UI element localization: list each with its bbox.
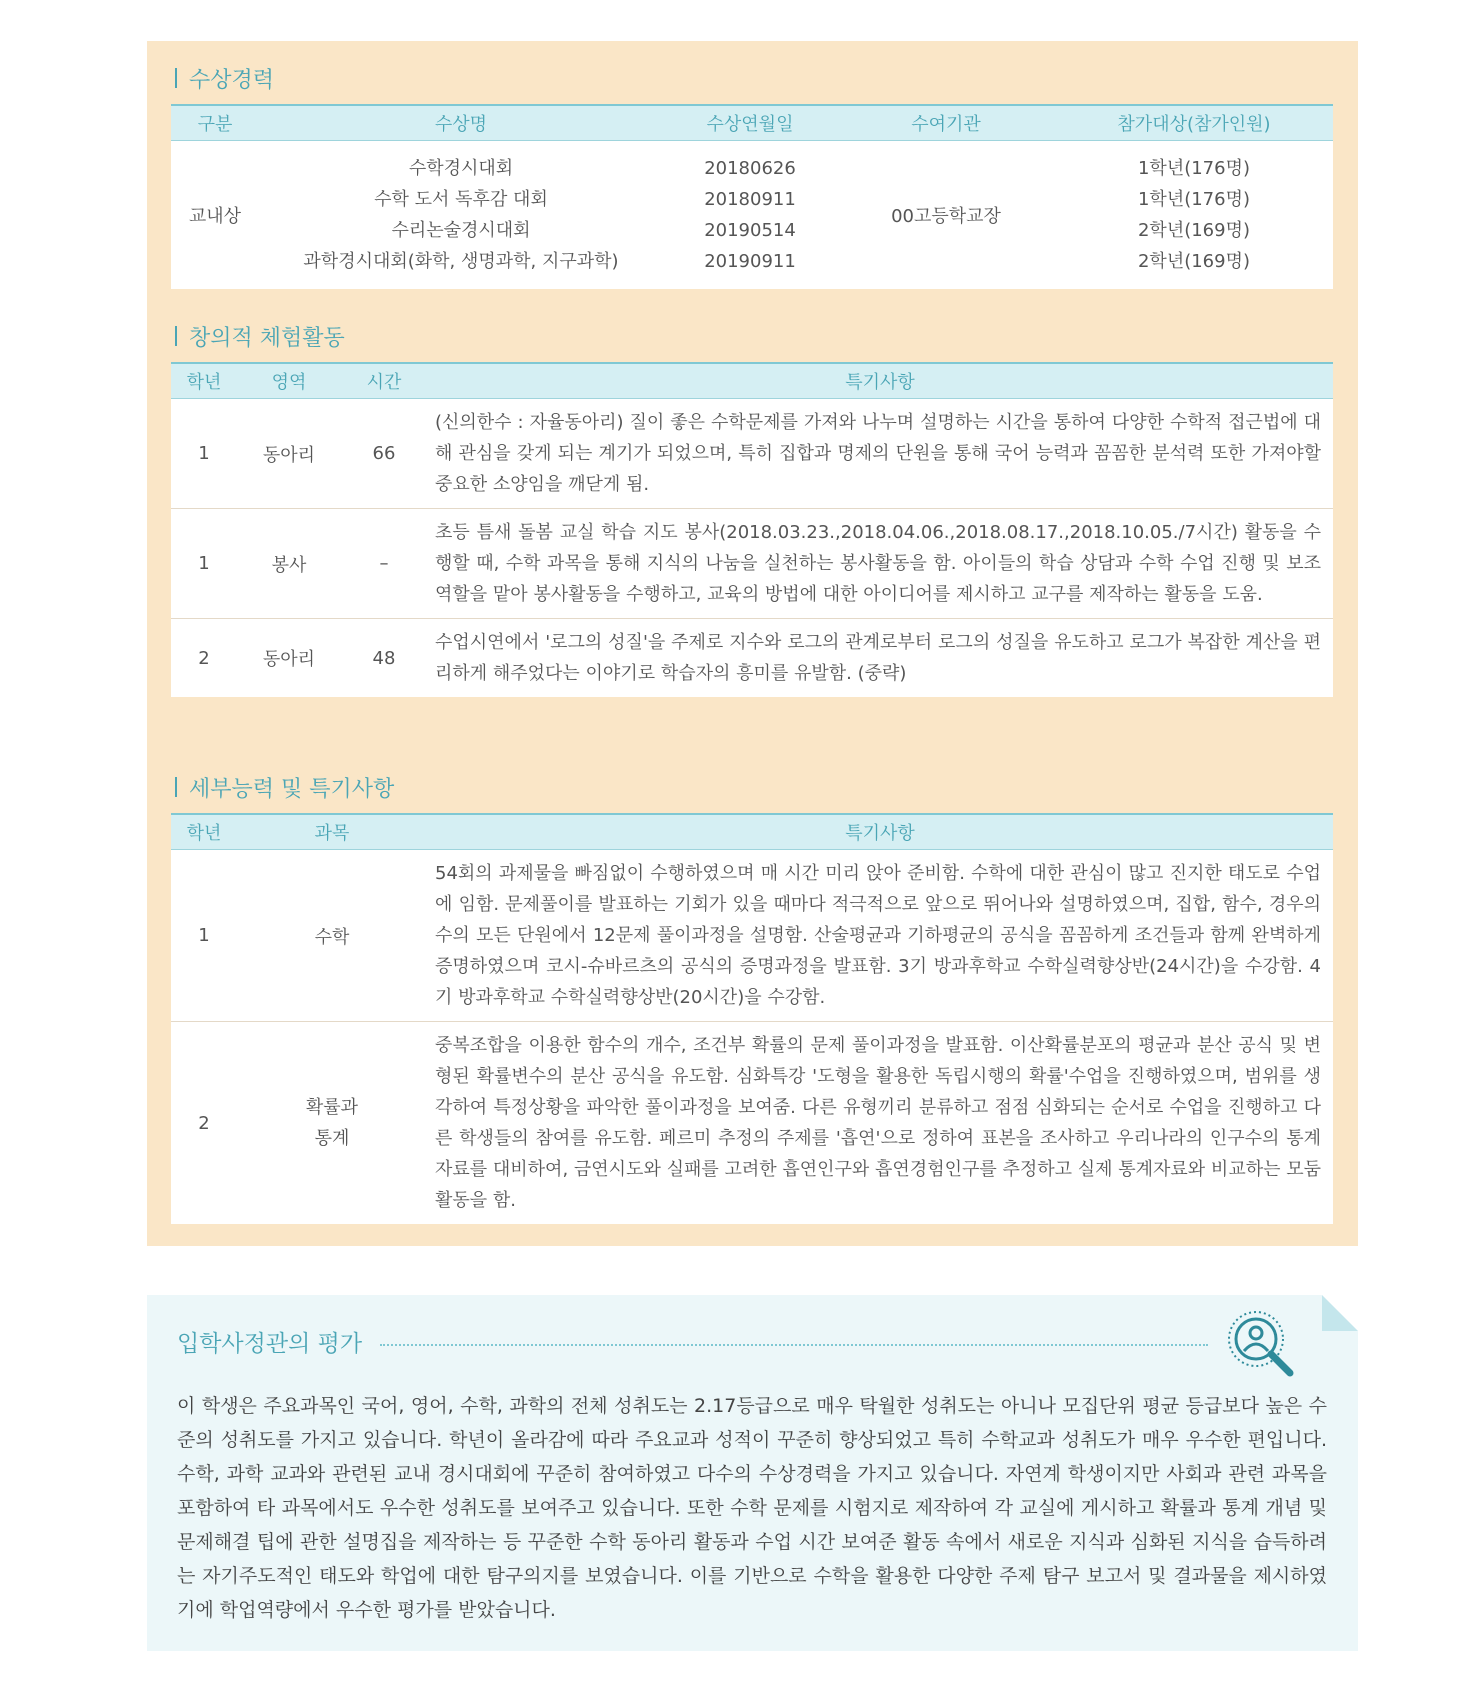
award-target: 1학년(176명): [1137, 189, 1251, 210]
table-row: [171, 399, 1333, 509]
header-grade: 학년: [171, 363, 237, 399]
activity-hours: 48: [341, 619, 427, 698]
table-header-row: [171, 105, 1333, 141]
magnifier-person-icon: [1226, 1309, 1296, 1379]
award-names: [259, 141, 663, 290]
award-targets: [1055, 141, 1333, 290]
detail-subject: [237, 1022, 427, 1225]
title-bar-icon: [175, 777, 177, 797]
table-row: [171, 619, 1333, 698]
activity-grade: 1: [171, 509, 237, 619]
table-row: [171, 509, 1333, 619]
award-name: 수학경시대회: [408, 158, 514, 179]
title-bar-icon: [175, 326, 177, 346]
table-row: [171, 850, 1333, 1022]
header-award-name: 수상명: [259, 105, 663, 141]
header-note: 특기사항: [427, 814, 1333, 850]
detail-grade: 1: [198, 925, 210, 946]
details-table: [171, 813, 1333, 1224]
award-dates: [663, 141, 837, 290]
award-name: 수리논술경시대회: [391, 220, 531, 241]
detail-note: 54회의 과제물을 빠짐없이 수행하였으며 매 시간 미리 앉아 준비함. 수학에 대한 관심이 많고 진지한 태도로 수업에 임함. 문제풀이를 발표하는 기회가 있을 때마다 적극적으로 앞으로 뛰어나와 설명하였으며, 집합, 함수, 경우의 수의 모든 단원에서 12문제 풀이과정을 설명함. 산술평균과 기하평균의 공식을 꼼꼼하게 조건들과 함께 완벽하게 증명하였으며 코시-슈바르츠의 공식의 증명과정을 발표함. 3기 방과후학교 수학실력향상반(24시간)을 수강함. 4기 방과후학교 수학실력향상반(20시간)을 수강함.: [435, 863, 1321, 1008]
award-date: 20190514: [704, 220, 796, 241]
detail-subject-line: 확률과: [305, 1097, 359, 1118]
evaluation-title: 입학사정관의 평가: [177, 1331, 363, 1357]
activity-area: 동아리: [262, 444, 316, 466]
award-target: 2학년(169명): [1137, 220, 1251, 241]
activity-grade: 1: [198, 443, 210, 464]
activity-grade: 2: [171, 619, 237, 698]
award-date: 20190911: [704, 251, 796, 272]
table-header-row: [171, 363, 1333, 399]
detail-note: 중복조합을 이용한 함수의 개수, 조건부 확률의 문제 풀이과정을 발표함. 이산확률분포의 평균과 분산 공식 및 변형된 확률변수의 분산 공식을 유도함. 심화특강 '도형을 활용한 독립시행의 확률'수업을 진행하였으며, 범위를 생각하여 특정상황을 파악한 풀이과정을 보여줌. 다른 유형끼리 분류하고 점점 심화되는 순서로 수업을 진행하고 다른 학생들의 참여를 유도함. 페르미 추정의 주제를 '흡연'으로 정하여 표본을 조사하고 우리나라의 인구수의 통계자료를 대비하여, 금연시도와 실패를 고려한 흡연인구와 흡연경험인구를 추정하고 실제 통계자료와 비교하는 모둠활동을 함.: [427, 1022, 1333, 1225]
activity-note: 수업시연에서 '로그의 성질'을 주제로 지수와 로그의 관계로부터 로그의 성질을 유도하고 로그가 복잡한 계산을 편리하게 해주었다는 이야기로 학습자의 흥미를 유발함. (중략): [427, 619, 1333, 698]
title-bar-icon: [175, 68, 177, 88]
detail-subject-line: 통계: [314, 1128, 350, 1149]
header-award-date: 수상연월일: [663, 105, 837, 141]
detail-grade: 2: [171, 1022, 237, 1225]
header-institution: 수여기관: [837, 105, 1055, 141]
corner-fold: [1322, 1295, 1358, 1331]
header-category: 구분: [171, 105, 259, 141]
evaluation-body: 이 학생은 주요과목인 국어, 영어, 수학, 과학의 전체 성취도는 2.17등급으로 매우 탁월한 성취도는 아니나 모집단위 평균 등급보다 높은 수준의 성취도를 가지고 있습니다. 학년이 올라감에 따라 주요교과 성적이 꾸준히 향상되었고 특히 수학교과 성취도가 매우 우수한 편입니다. 수학, 과학 교과와 관련된 교내 경시대회에 꾸준히 참여하였고 다수의 수상경력을 가지고 있습니다. 자연계 학생이지만 사회과 관련 과목을 포함하여 타 과목에서도 우수한 성취도를 보여주고 있습니다. 또한 수학 문제를 시험지로 제작하여 각 교실에 게시하고 확률과 통계 개념 및 문제해결 팁에 관한 설명집을 제작하는 등 꾸준한 수학 동아리 활동과 수업 시간 보여준 활동 속에서 새로운 지식과 심화된 지식을 습득하려는 자기주도적인 태도와 학업에 대한 탐구의지를 보였습니다. 이를 기반으로 수학을 활용한 다양한 주제 탐구 보고서 및 결과물을 제시하였기에 학업역량에서 우수한 평가를 받았습니다.: [177, 1395, 1327, 1621]
header-area: 영역: [237, 363, 341, 399]
award-category: 교내상: [188, 206, 242, 227]
activity-area: 동아리: [237, 619, 341, 698]
header-subject: 과목: [237, 814, 427, 850]
table-header-row: [171, 814, 1333, 850]
activity-hours: –: [341, 509, 427, 619]
header-grade: 학년: [171, 814, 237, 850]
header-participants: 참가대상(참가인원): [1055, 105, 1333, 141]
activity-note: 초등 틈새 돌봄 교실 학습 지도 봉사(2018.03.23.,2018.04.06.,2018.08.17.,2018.10.05./7시간) 활동을 수행할 때, 수학 과목을 통해 지식의 나눔을 실천하는 봉사활동을 함. 아이들의 학습 상담과 수학 수업 진행 및 보조 역할을 맡아 봉사활동을 수행하고, 교육의 방법에 대한 아이디어를 제시하고 교구를 제작하는 활동을 도움.: [427, 509, 1333, 619]
header-hours: 시간: [341, 363, 427, 399]
award-target: 2학년(169명): [1137, 251, 1251, 272]
award-institution: 00고등학교장: [891, 206, 1001, 227]
awards-table: [171, 104, 1333, 289]
award-target: 1학년(176명): [1137, 158, 1251, 179]
activity-note: (신의한수 : 자율동아리) 질이 좋은 수학문제를 가져와 나누며 설명하는 시간을 통하여 다양한 수학적 접근법에 대해 관심을 갖게 되는 계기가 되었으며, 특히 집합과 명제의 단원을 통해 국어 능력과 꼼꼼한 분석력 또한 가져야할 중요한 소양임을 깨닫게 됨.: [435, 412, 1321, 495]
activity-area: 봉사: [237, 509, 341, 619]
table-row: [171, 1022, 1333, 1225]
award-date: 20180911: [704, 189, 796, 210]
activities-table: [171, 362, 1333, 697]
award-name: 과학경시대회(화학, 생명과학, 지구과학): [303, 251, 619, 272]
dotted-divider: [380, 1344, 1208, 1346]
details-section-title: 세부능력 및 특기사항: [175, 772, 394, 802]
table-row: [171, 141, 1333, 290]
header-note: 특기사항: [427, 363, 1333, 399]
award-date: 20180626: [704, 158, 796, 179]
activity-hours: 66: [372, 443, 396, 464]
evaluation-panel: [147, 1295, 1358, 1651]
detail-subject: 수학: [314, 926, 350, 948]
awards-section-title: 수상경력: [175, 63, 274, 93]
activities-section-title: 창의적 체험활동: [175, 321, 345, 351]
award-name: 수학 도서 독후감 대회: [374, 189, 548, 210]
